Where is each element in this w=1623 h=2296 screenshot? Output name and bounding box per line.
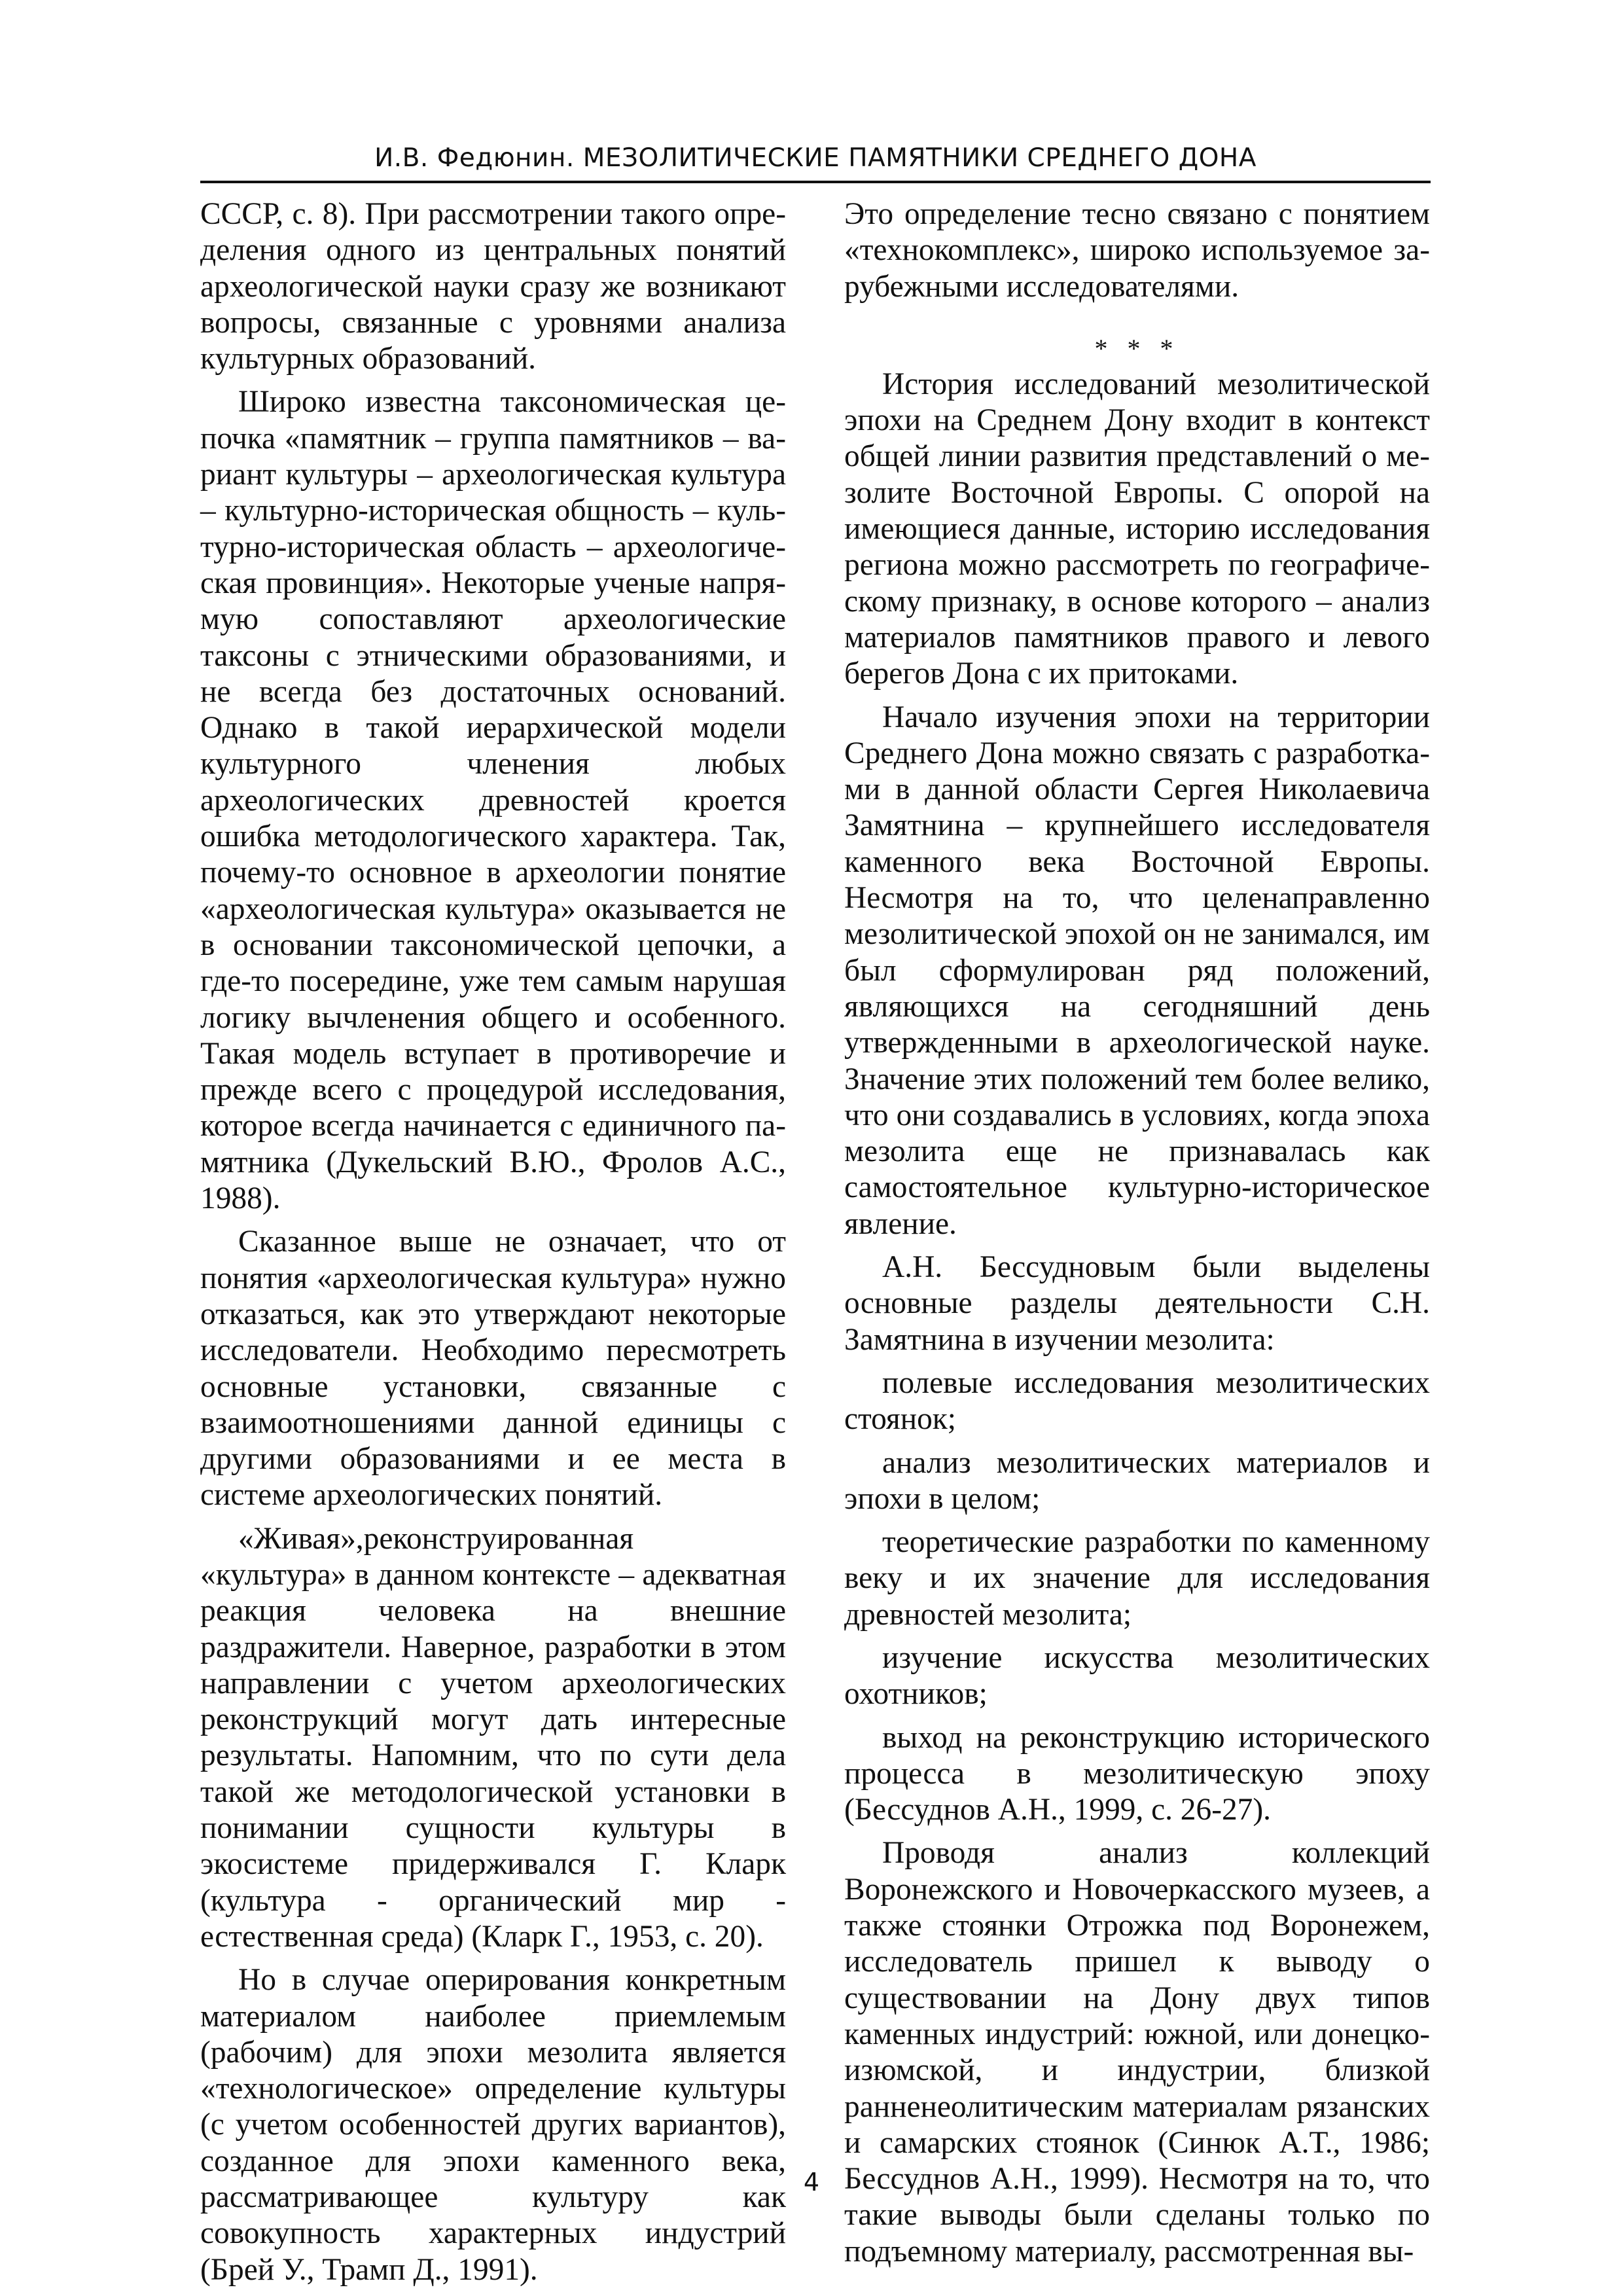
right-column (844, 196, 1430, 2277)
paragraph: Сказанное выше не означает, что от понятия «археологическая культура» нужно отказаться, как это утверждают некоторые исследователи. Необходимо пересмотреть основные установки, связанные с взаимоотношениями данной единицы с другими образованиями и ее места в системе археологических понятий. (200, 1225, 786, 1513)
page-number: 4 (803, 2168, 820, 2197)
paragraph: СССР, с. 8). При рассмотрении такого определения одного из центральных понятий археологической науки сразу же возникают вопросы, связанные с уровнями анализа культурных образований. (200, 197, 786, 376)
left-column (200, 196, 786, 2295)
list-item: изучение искусства мезолитических охотников; (844, 1640, 1430, 1712)
paragraph: История исследований мезолитической эпохи на Среднем Дону входит в контекст общей линии развития представлений о мезолите Восточной Европы. С опорой на имеющиеся данные, историю исследования региона можно рассмотреть по географическому признаку, в основе которого – анализ материалов памятников правого и левого берегов Дона с их притоками. (844, 367, 1430, 691)
paragraph: «Живая»,реконструированная «культура» в данном контексте – адекватная реакция человека на внешние раздражители. Наверное, разработки в этом направлении с учетом археологических реконструкций могут дать интересные результаты. Напомним, что по сути дела такой же методологической установки в понимании сущности культуры в экосистеме придерживался Г. Кларк (культура - органический мир - естественная среда) (Кларк Г., 1953, с. 20). (200, 1521, 786, 1954)
section-separator: * * * (1094, 333, 1180, 363)
paragraph: Это определение тесно связано с понятием «технокомплекс», широко используемое зарубежными исследователями. (844, 197, 1430, 304)
paragraph: Проводя анализ коллекций Воронежского и Новочеркасского музеев, а также стоянки Отрожка под Воронежем, исследователь пришел к выводу о существовании на Дону двух типов каменных индустрий: южной, или донецко-изюмской, и индустрии, близкой ранненеолитическим материалам рязанских и самарских стоянок (Синюк А.Т., 1986; Бессуднов А.Н., 1999). Несмотря на то, что такие выводы были сделаны только по подъемному материалу, рассмотренная вы- (844, 1836, 1430, 2269)
list-item: полевые исследования мезолитических стоянок; (844, 1365, 1430, 1437)
paragraph: Но в случае оперирования конкретным материалом наиболее приемлемым (рабочим) для эпохи мезолита является «технологическое» определение культуры (с учетом особенностей других вариантов), созданное для эпохи каменного века, рассматривающее культуру как совокупность характерных индустрий (Брей У., Трамп Д., 1991). (200, 1963, 786, 2287)
list-item: анализ мезолитических материалов и эпохи в целом; (844, 1445, 1430, 1516)
paragraph: Начало изучения эпохи на территории Среднего Дона можно связать с разработками в данной области Сергея Николаевича Замятнина – крупнейшего исследователя каменного века Восточной Европы. Несмотря на то, что целенаправленно мезолитической эпохой он не занимался, им был сформулирован ряд положений, являющихся на сегодняшний день утвержденными в археологической науке. Значение этих положений тем более велико, что они создавались в условиях, когда эпоха мезолита еще не признавалась как самостоятельное культурно-историческое явление. (844, 700, 1430, 1241)
running-header: И.В. Федюнин. МЕЗОЛИТИЧЕСКИЕ ПАМЯТНИКИ СРЕДНЕГО ДОНА (200, 141, 1431, 183)
paragraph: Широко известна таксономическая цепочка «памятник – группа памятников – вариант культуры – археологическая культура – культурно-историческая общность – культурно-историческая область – археологическая провинция». Некоторые ученые напрямую сопоставляют археологические таксоны с этническими образованиями, и не всегда без достаточных оснований. Однако в такой иерархической модели культурного членения любых археологических древностей кроется ошибка методологического характера. Так, почему-то основное в археологии понятие «археологическая культура» оказывается не в основании таксономической цепочки, а где-то посередине, уже тем самым нарушая логику вычленения общего и особенного. Такая модель вступает в противоречие и прежде всего с процедурой исследования, которое всегда начинается с единичного памятника (Дукельский В.Ю., Фролов А.С., 1988). (200, 385, 786, 1216)
paragraph: А.Н. Бессудновым были выделены основные разделы деятельности С.Н. Замятнина в изучении мезолита: (844, 1250, 1430, 1357)
list-item: выход на реконструкцию исторического процесса в мезолитическую эпоху (Бессуднов А.Н., 1999, с. 26-27). (844, 1720, 1430, 1827)
list-item: теоретические разработки по каменному веку и их значение для исследования древностей мезолита; (844, 1525, 1430, 1632)
